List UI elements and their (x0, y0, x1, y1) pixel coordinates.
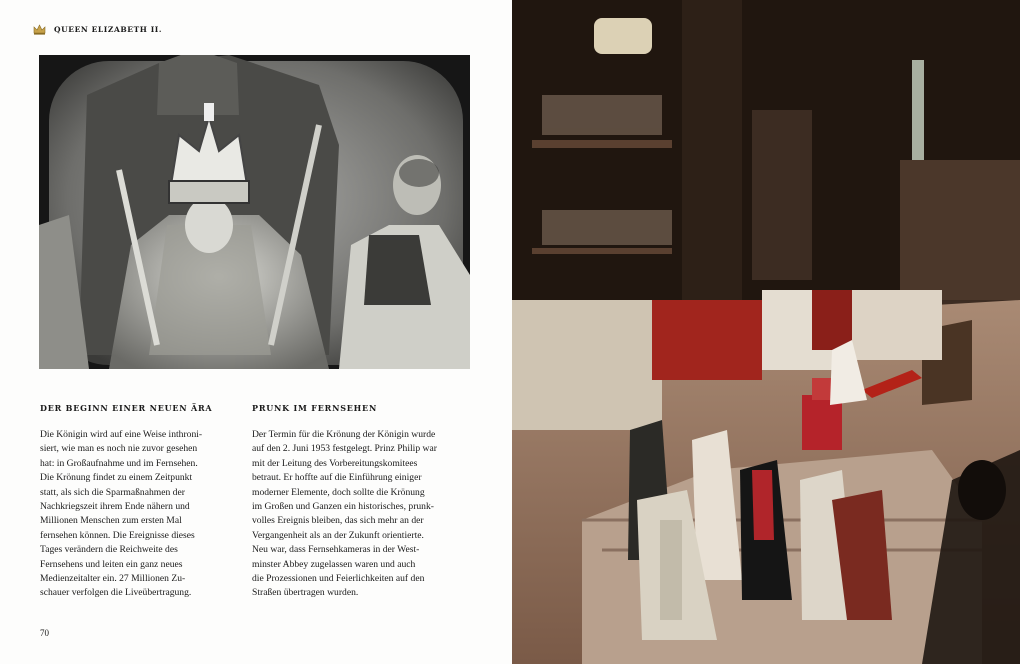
page-number: 70 (40, 628, 49, 638)
text-line: im Großen und Ganzen ein historisches, prunk- (252, 501, 434, 513)
text-line: volles Ereignis bleiben, das sich mehr an der (252, 515, 424, 527)
crown-icon (33, 24, 46, 35)
section-body (40, 428, 238, 601)
text-line: Straßen übertragen wurden. (252, 587, 359, 599)
running-head (33, 24, 162, 35)
text-line: Fernsehens und leiten ein ganz neues (40, 558, 183, 570)
text-line: minster Abbey zugelassen waren und auch (252, 558, 416, 570)
text-line: Tages verändern die Reichweite des (40, 544, 178, 556)
color-coronation-photo (512, 0, 1020, 664)
text-line: auf den 2. Juni 1953 festgelegt. Prinz Philip war (252, 443, 437, 455)
text-line: Millionen Menschen zum ersten Mal (40, 515, 182, 527)
text-line: schauer verfolgen die Liveübertragung. (40, 587, 192, 599)
text-line: fernsehen können. Die Ereignisse dieses (40, 529, 195, 541)
text-line: statt, als sich die Sparmaßnahmen der (40, 486, 185, 498)
text-line: betraut. Er hoffte auf die Einführung einiger (252, 472, 422, 484)
text-line: die Prozessionen und Feierlichkeiten auf den (252, 573, 425, 585)
text-line: mit der Leitung des Vorbereitungskomitees (252, 457, 418, 469)
text-line: hat: in Großaufnahme und im Fernsehen. (40, 457, 198, 469)
section-heading: PRUNK IM FERNSEHEN (252, 403, 378, 413)
text-line: siert, wie man es noch nie zuvor gesehen (40, 443, 198, 455)
section-heading: DER BEGINN EINER NEUEN ÄRA (40, 403, 213, 413)
section-body (252, 428, 467, 601)
bw-coronation-photo (39, 55, 470, 369)
text-line: Der Termin für die Krönung der Königin wurde (252, 429, 436, 440)
text-line: Die Königin wird auf eine Weise inthroni- (40, 429, 203, 440)
text-line: moderner Elemente, doch sollte die Krönung (252, 486, 425, 498)
text-line: Vergangenheit als an der Zukunft orientierte. (252, 529, 424, 541)
text-line: Nachkriegszeit ihrem Ende nähern und (40, 501, 190, 513)
text-line: Neu war, dass Fernsehkameras in der West- (252, 544, 420, 556)
text-line: Die Krönung findet zu einem Zeitpunkt (40, 472, 193, 484)
section-prunk-im-fernsehen (252, 403, 467, 601)
section-beginn-neuen-aera (40, 403, 238, 601)
text-line: Medienzeitalter ein. 27 Millionen Zu- (40, 573, 186, 585)
running-title: QUEEN ELIZABETH II. (54, 25, 163, 34)
